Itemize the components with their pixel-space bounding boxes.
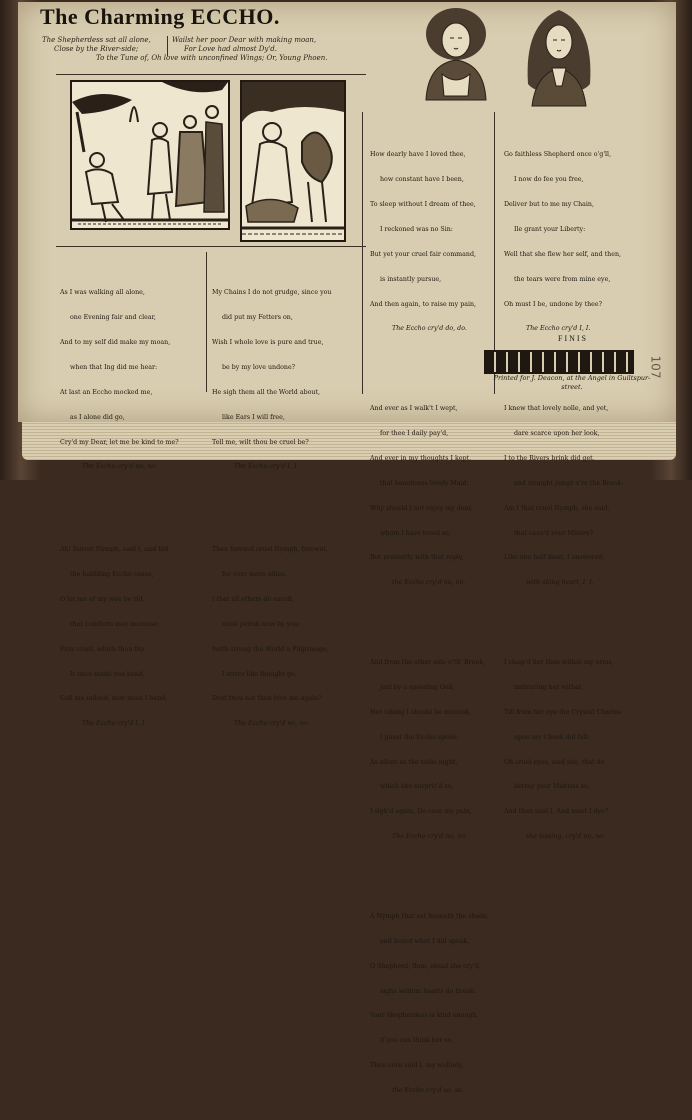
verse-line: Why should I not enjoy my dear, xyxy=(370,504,473,512)
portrait-woman xyxy=(418,4,494,104)
verse-line: I guest the Eccho spoke: xyxy=(380,733,459,741)
verse-line: for ever more adieu, xyxy=(222,570,288,578)
verse-line: Oh must I be, undone by thee? xyxy=(504,300,602,308)
verse-line: Iwith strong the World a Pilgrimage, xyxy=(212,645,329,653)
stanza xyxy=(370,389,489,605)
verse-line: and heard what I did speak, xyxy=(380,937,470,945)
verse-line: Well that she flew her self, and then, xyxy=(504,250,622,258)
verse-line: the tears were from mine eye, xyxy=(514,275,611,283)
verse-line: Am I that cruel Nymph, she said, xyxy=(504,504,610,512)
subtitle-right xyxy=(172,36,316,54)
verse-line: It once made you bend, xyxy=(70,670,145,678)
verse-line: And from the other side o'th' Brook, xyxy=(370,659,486,666)
verse-line: Cry'd my Dear, let me be kind to me? xyxy=(60,438,179,446)
verse-line: O let me of my woe be rid, xyxy=(60,595,145,603)
refrain-line: the Eccho cry'd so, so. xyxy=(392,1087,464,1095)
verse-line: Wish I whole love is pure and true, xyxy=(212,338,324,346)
verse-column-4 xyxy=(504,118,623,866)
verse-column-2 xyxy=(212,256,331,754)
refrain-line: The Eccho cry'd do, do. xyxy=(392,325,467,333)
imprint: Printed for J. Deacon, at the Angel in Guiltspur-street. xyxy=(493,374,651,391)
subtitle-left-line1: The Shepherdess sat all alone, xyxy=(42,36,151,44)
verse-line: that comforts may increase: xyxy=(70,620,160,628)
verse-line: As silent as the table night, xyxy=(370,758,458,766)
verse-column-1 xyxy=(60,256,179,754)
refrain-line: The Eccho cry'd I, I. xyxy=(234,463,299,471)
verse-line: Ah! fairest Nymph, said I, and bid xyxy=(60,546,169,554)
verse-line: like Ears I will free, xyxy=(222,413,285,421)
verse-line: is instantly pursue, xyxy=(380,275,442,283)
verse-line: I reckoned was no Sin: xyxy=(380,225,453,233)
verse-line: one Evening fair and clear, xyxy=(70,314,156,322)
verse-line: I now do fee you free, xyxy=(514,176,584,184)
verse-line: which she surpriz'd so, xyxy=(380,783,454,791)
verse-line: I to the Rivers brink did get, xyxy=(504,454,595,462)
portrait-man xyxy=(522,4,596,108)
refrain-line: with aking heart, I, I. xyxy=(526,579,594,587)
verse-line: I clasp'd her then within my arms, xyxy=(504,659,614,666)
verse-line: dare scarce upon her look, xyxy=(514,429,600,437)
subtitle-left-line2: Close by the River-side; xyxy=(54,45,139,53)
verse-line: Her taking I should be mistook, xyxy=(370,708,472,716)
refrain-line: The Eccho cry'd no, no. xyxy=(392,833,467,841)
verse-line: I strive like thought go, xyxy=(222,670,298,678)
subtitle-right-line1: Wailst her poor Dear with making moan, xyxy=(172,36,317,44)
verse-line: that caus'd your Misery? xyxy=(514,529,593,537)
subtitle-right-line2: For Love had almost Dy'd. xyxy=(184,45,277,53)
stanza xyxy=(504,389,623,605)
stanza xyxy=(212,273,331,489)
verse-line: Oh cruel eyes, said she, that do xyxy=(504,758,605,766)
verse-line: A Nymph that sat beneath the shade, xyxy=(370,912,490,920)
verse-line: And ever as I walk't I wept, xyxy=(370,405,458,413)
refrain-line: the Eccho cry'd no, no. xyxy=(392,579,466,587)
text-rule xyxy=(56,246,366,247)
subtitle-left xyxy=(42,36,151,54)
verse-line: Ile grant your Liberty: xyxy=(514,225,586,233)
verse-line: And then again, to raise my pain, xyxy=(370,300,477,308)
verse-line: And then said I, And must I dye? xyxy=(504,808,609,816)
pencil-folio-note: 107 xyxy=(648,355,663,379)
refrain-line: The Eccho cry'd I, I. xyxy=(526,325,591,333)
verse-line: for thee I daily pay'd, xyxy=(380,429,449,437)
verse-line: Your Shepherdess is kind enough, xyxy=(370,1012,479,1020)
verse-line: upon my Cheek did fall: xyxy=(514,733,590,741)
verse-line: I sigh'd again, Do ease my pain, xyxy=(370,808,472,816)
verse-line: Tell me, wilt thou be cruel be? xyxy=(212,438,309,446)
stanza xyxy=(60,530,179,746)
verse-line: And to my self did make my moan, xyxy=(60,338,171,346)
verse-line: Like one half dead, I answered, xyxy=(504,554,605,562)
verse-line: whom I have loved so, xyxy=(380,529,451,537)
subtitle-divider xyxy=(167,36,168,56)
refrain-line: The Eccho cry'd no, no. xyxy=(234,720,309,728)
verse-line: betray your Mistriss so, xyxy=(514,783,590,791)
verse-line: the babbling Eccho cease, xyxy=(70,570,154,578)
verse-line: sighs seldom hearts do break: xyxy=(380,987,476,995)
verse-line: Till from her eye the Crystal Charms xyxy=(504,708,622,716)
verse-line: imbracing her withal, xyxy=(514,683,583,691)
stanza xyxy=(212,530,331,746)
verse-line: At last an Eccho mocked me, xyxy=(60,388,153,396)
verse-line: Then farewel cruel Nymph, farewel, xyxy=(212,546,328,554)
ballad-title: The Charming ECCHO. xyxy=(40,4,280,29)
verse-line: To sleep without I dream of thee, xyxy=(370,200,476,208)
verse-line: if you can think her so, xyxy=(380,1037,454,1045)
stanza xyxy=(370,642,489,858)
verse-line: O Shepherd, then, aloud she cry'd, xyxy=(370,962,482,970)
refrain-line: The Eccho cry'd no, no. xyxy=(82,463,157,471)
stanza xyxy=(504,135,623,351)
verse-line: just by a speeding Oak, xyxy=(380,683,455,691)
verse-column-3 xyxy=(370,118,489,1120)
verse-line: Go faithless Shepherd once o'g'll, xyxy=(504,151,612,159)
verse-line: But yet your cruel fair command, xyxy=(370,250,476,258)
finis-label: FINIS xyxy=(558,334,589,343)
tune-line: To the Tune of, Oh love with unconfined Wings; Or, Young Phoen. xyxy=(96,54,328,62)
printers-ornament xyxy=(484,350,634,374)
column-divider-2 xyxy=(362,112,363,394)
verse-line: when that Ing did me hear: xyxy=(70,363,158,371)
stanza xyxy=(504,642,623,858)
verse-line: Pray cruel, which thou thy xyxy=(60,645,145,653)
verse-line: How dearly have I loved thee, xyxy=(370,151,466,159)
woodcut-garden-scene xyxy=(70,80,230,230)
verse-line: I knew that lovely nolle, and yet, xyxy=(504,405,609,413)
verse-line: But presently with that reply, xyxy=(370,554,464,562)
verse-line: Coll me indeed, now must I bend, xyxy=(60,695,168,703)
stanza xyxy=(370,896,489,1112)
verse-line: And ever in my thoughts I kept, xyxy=(370,454,472,462)
verse-line: My Chains I do not grudge, since you xyxy=(212,289,332,297)
verse-line: as I alone did go, xyxy=(70,413,125,421)
woodcut-shepherdess-scene xyxy=(240,80,346,242)
verse-line: and straight jumpt o're the Brook: xyxy=(514,479,624,487)
verse-line: He sigh them all the World about, xyxy=(212,388,320,396)
verse-line: Dost thou not then love me again? xyxy=(212,695,322,703)
verse-line: how constant have I been, xyxy=(380,176,464,184)
stanza xyxy=(60,273,179,489)
column-divider-1 xyxy=(206,252,207,392)
stanza xyxy=(370,135,489,351)
verse-line: Deliver but to me my Chain, xyxy=(504,200,594,208)
verse-line: Then cure said I, my wallady, xyxy=(370,1062,464,1070)
verse-line: did put my Fetters on, xyxy=(222,314,293,322)
verse-line: must perish now by you: xyxy=(222,620,301,628)
verse-line: As I was walking all alone, xyxy=(60,289,145,297)
header-rule xyxy=(56,74,366,75)
verse-line: I that all others do excell, xyxy=(212,595,294,603)
refrain-line: The Eccho cry'd I, I. xyxy=(82,720,147,728)
verse-line: that beauteous lovely Maid: xyxy=(380,479,469,487)
verse-line: be by my love undone? xyxy=(222,363,296,371)
refrain-line: she kissing, cry'd no, no. xyxy=(526,833,605,841)
